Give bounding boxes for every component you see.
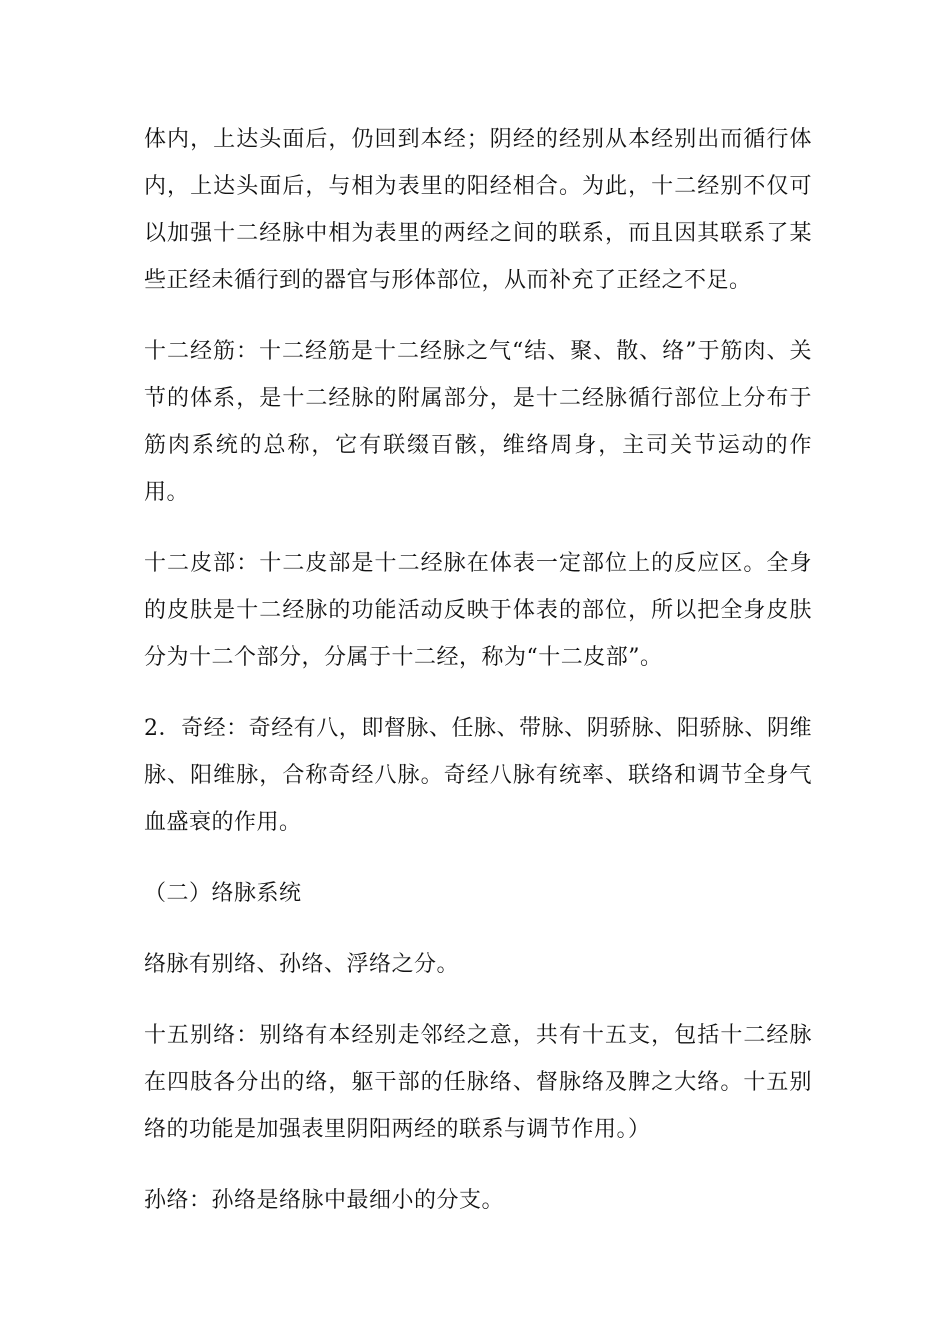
paragraph-shier-jingjin: 十二经筋：十二经筋是十二经脉之气“结、聚、散、络”于筋肉、关节的体系，是十二经脉的附属部分，是十二经脉循行部位上分布于筋肉系统的总称，它有联缀百骸，维络周身，主司关节运动的作用。	[144, 339, 812, 505]
paragraph-qijing: 2．奇经：奇经有八，即督脉、任脉、带脉、阴骄脉、阳骄脉、阴维脉、阳维脉，合称奇经八脉。奇经八脉有统率、联络和调节全身气血盛衰的作用。	[144, 716, 812, 835]
paragraph-shiwu-bieluo: 十五别络：别络有本经别走邻经之意，共有十五支，包括十二经脉在四肢各分出的络，躯干部的任脉络、督脉络及脾之大络。十五别络的功能是加强表里阴阳两经的联系与调节作用。）	[144, 1023, 812, 1142]
document-body	[144, 116, 812, 1248]
paragraph-sunluo: 孙络：孙络是络脉中最细小的分支。	[144, 1188, 505, 1213]
section-heading-luomai: （二）络脉系统	[144, 881, 302, 906]
paragraph-jingbie-continued: 体内，上达头面后，仍回到本经；阴经的经别从本经别出而循行体内，上达头面后，与相为表里的阳经相合。为此，十二经别不仅可以加强十二经脉中相为表里的两经之间的联系，而且因其联系了某些正经未循行到的器官与形体部位，从而补充了正经之不足。	[144, 127, 812, 293]
paragraph-shier-pibu: 十二皮部：十二皮部是十二经脉在体表一定部位上的反应区。全身的皮肤是十二经脉的功能活动反映于体表的部位，所以把全身皮肤分为十二个部分，分属于十二经，称为“十二皮部”。	[144, 551, 812, 670]
paragraph-luomai-intro: 络脉有别络、孙络、浮络之分。	[144, 952, 460, 977]
